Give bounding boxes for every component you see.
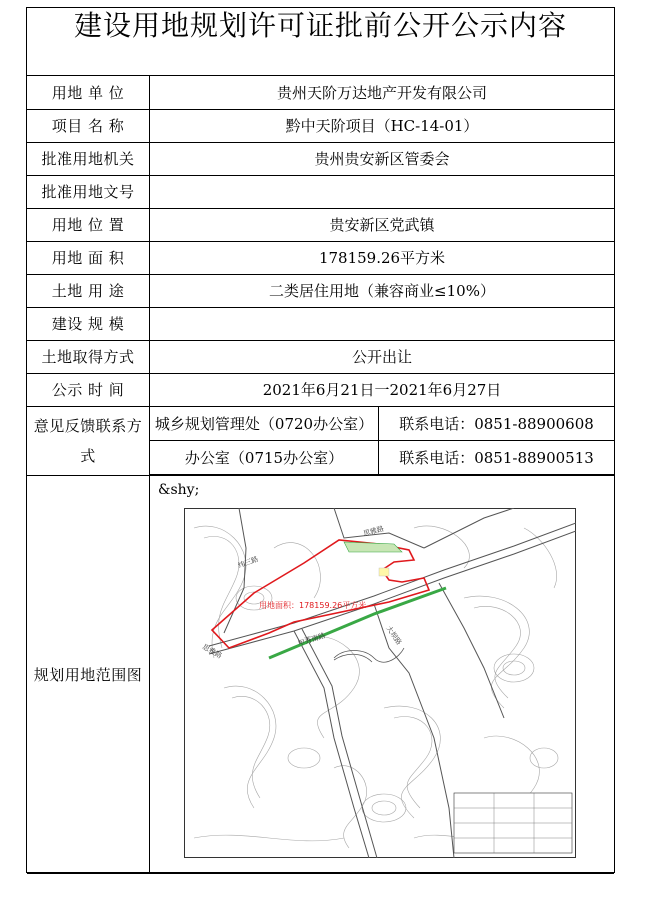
- document-title: 建设用地规划许可证批前公开公示内容: [27, 8, 614, 76]
- row-label: 用地 位 置: [27, 208, 150, 241]
- road-label: 思雅路: [362, 524, 385, 538]
- table-row: [27, 373, 614, 406]
- table-row: [27, 175, 614, 208]
- row-label: 公示 时 间: [27, 373, 150, 406]
- row-value: 二类居住用地（兼容商业≤10%）: [150, 274, 615, 307]
- table-row: [27, 274, 614, 307]
- contact-table: [150, 407, 614, 476]
- row-label: 土地 用 途: [27, 274, 150, 307]
- map-row: [27, 476, 614, 874]
- info-table: [27, 76, 614, 874]
- row-label: 土地取得方式: [27, 340, 150, 373]
- row-value: [150, 307, 615, 340]
- contact-office: 办公室（0715办公室）: [150, 441, 379, 475]
- planning-map: [184, 508, 576, 858]
- map-cell: [150, 476, 615, 874]
- notice-document: [26, 7, 615, 873]
- row-value: 2021年6月21日一2021年6月27日: [150, 373, 615, 406]
- row-value: 黔中天阶项目（HC-14-01）: [150, 109, 615, 142]
- road-label: 思雅路: [201, 642, 224, 661]
- row-label: 建设 规 模: [27, 307, 150, 340]
- row-value: 公开出让: [150, 340, 615, 373]
- table-row: [27, 142, 614, 175]
- row-label: 批准用地文号: [27, 175, 150, 208]
- road-label: 大坝路: [384, 624, 403, 647]
- row-value: 178159.26平方米: [150, 241, 615, 274]
- feedback-row: [27, 406, 614, 476]
- row-value: 贵州贵安新区管委会: [150, 142, 615, 175]
- row-label: 用地 单 位: [27, 76, 150, 109]
- table-row: [27, 109, 614, 142]
- row-label: 用地 面 积: [27, 241, 150, 274]
- table-row: [27, 208, 614, 241]
- contact-phone: 联系电话：0851-88900513: [379, 441, 615, 475]
- contact-office: 城乡规划管理处（0720办公室）: [150, 407, 379, 441]
- planning-map-image: [184, 508, 576, 858]
- row-value: 贵州天阶万达地产开发有限公司: [150, 76, 615, 109]
- row-label: 项目 名 称: [27, 109, 150, 142]
- table-row: [27, 307, 614, 340]
- row-value: [150, 175, 615, 208]
- yellow-area: [379, 568, 389, 576]
- area-label: 用地面积：178159.26平方米: [259, 601, 367, 610]
- table-row: [27, 241, 614, 274]
- row-value: 贵安新区党武镇: [150, 208, 615, 241]
- entity-text: &shy;: [158, 482, 200, 498]
- contact-phone: 联系电话：0851-88900608: [379, 407, 615, 441]
- road-label: 纬三路: [236, 555, 260, 570]
- feedback-label: 意见反馈联系方式: [27, 406, 150, 476]
- table-row: [27, 76, 614, 109]
- map-label: 规划用地范围图: [27, 476, 150, 874]
- table-row: [27, 340, 614, 373]
- road-label: 甲秀南路: [297, 631, 327, 648]
- row-label: 批准用地机关: [27, 142, 150, 175]
- title-block: [454, 793, 572, 853]
